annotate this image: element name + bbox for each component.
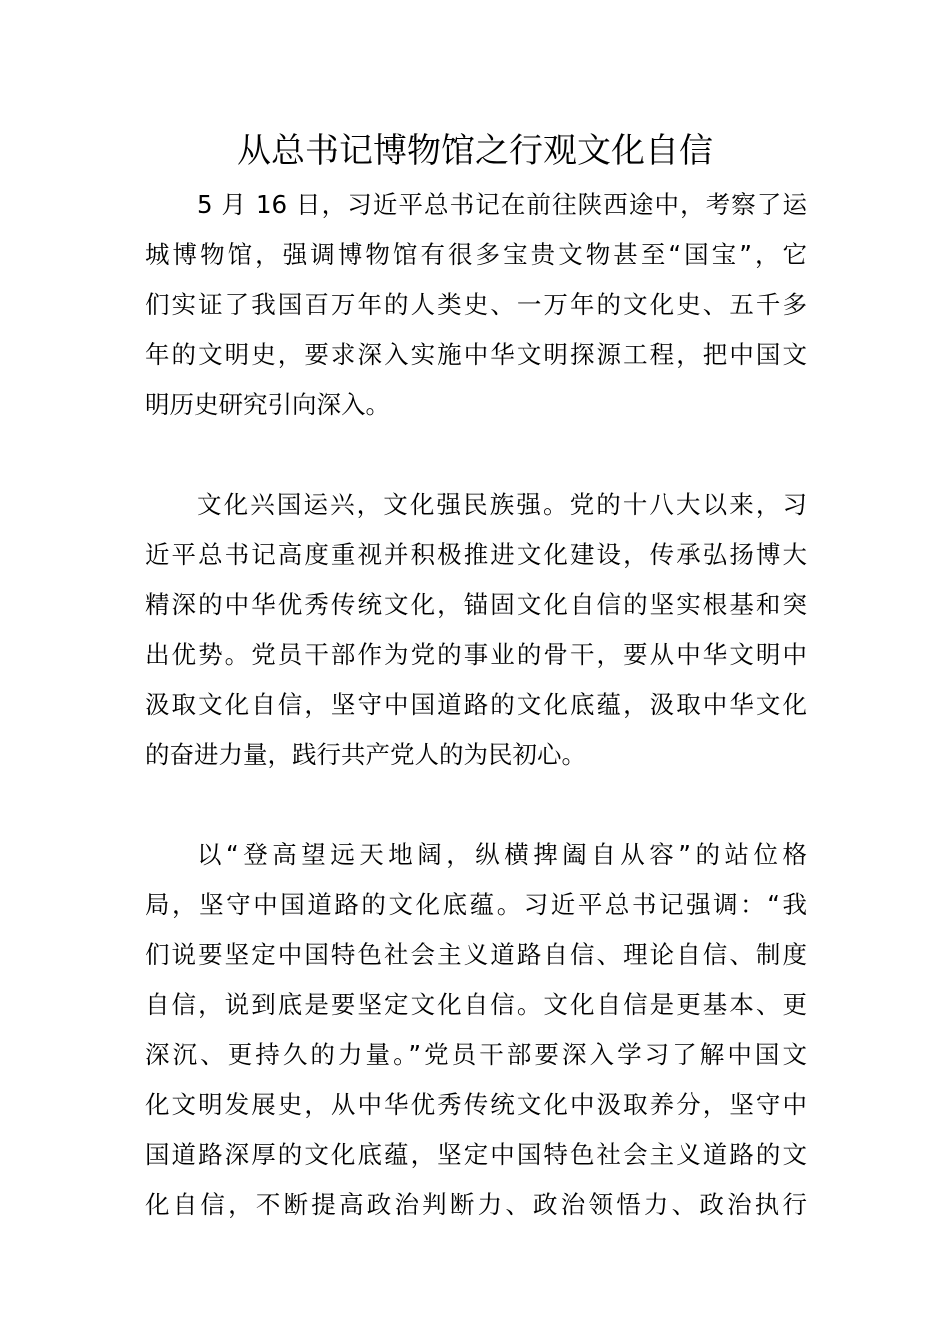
paragraph-line: 的奋进力量，践行共产党人的为民初心。 (145, 740, 586, 769)
document-title: 从总书记博物馆之行观文化自信 (237, 131, 713, 171)
paragraph-line: 自信，说到底是要坚定文化自信。文化自信是更基本、更 (145, 990, 807, 1019)
paragraph-line: 化文明发展史，从中华优秀传统文化中汲取养分，坚守中 (145, 1090, 807, 1119)
paragraph-3 (145, 830, 807, 1230)
paragraph-line: 5 月 16 日，习近平总书记在前往陕西途中，考察了运 (197, 190, 807, 219)
paragraph-line: 近平总书记高度重视并积极推进文化建设，传承弘扬博大 (145, 540, 807, 569)
paragraph-line: 城博物馆，强调博物馆有很多宝贵文物甚至“国宝”，它 (145, 240, 807, 269)
paragraph-line: 明历史研究引向深入。 (145, 390, 390, 419)
paragraph-1 (145, 180, 807, 430)
paragraph-line: 们实证了我国百万年的人类史、一万年的文化史、五千多 (145, 290, 807, 319)
paragraph-line: 以“登高望远天地阔，纵横捭阖自从容”的站位格 (197, 840, 807, 869)
paragraph-line: 深沉、更持久的力量。”党员干部要深入学习了解中国文 (145, 1040, 807, 1069)
paragraph-line: 国道路深厚的文化底蕴，坚定中国特色社会主义道路的文 (145, 1140, 807, 1169)
paragraph-line: 年的文明史，要求深入实施中华文明探源工程，把中国文 (145, 340, 807, 369)
paragraph-spacer (145, 780, 807, 830)
paragraph-spacer (145, 430, 807, 480)
paragraph-line: 们说要坚定中国特色社会主义道路自信、理论自信、制度 (145, 940, 807, 969)
paragraph-line: 出优势。党员干部作为党的事业的骨干，要从中华文明中 (145, 640, 807, 669)
document-body (145, 180, 807, 1230)
paragraph-line: 化自信，不断提高政治判断力、政治领悟力、政治执行 (145, 1190, 807, 1219)
paragraph-line: 局，坚守中国道路的文化底蕴。习近平总书记强调：“我 (145, 890, 807, 919)
paragraph-line: 汲取文化自信，坚守中国道路的文化底蕴，汲取中华文化 (145, 690, 807, 719)
paragraph-2 (145, 480, 807, 780)
paragraph-line: 精深的中华优秀传统文化，锚固文化自信的坚实根基和突 (145, 590, 807, 619)
paragraph-line: 文化兴国运兴，文化强民族强。党的十八大以来，习 (197, 490, 807, 519)
